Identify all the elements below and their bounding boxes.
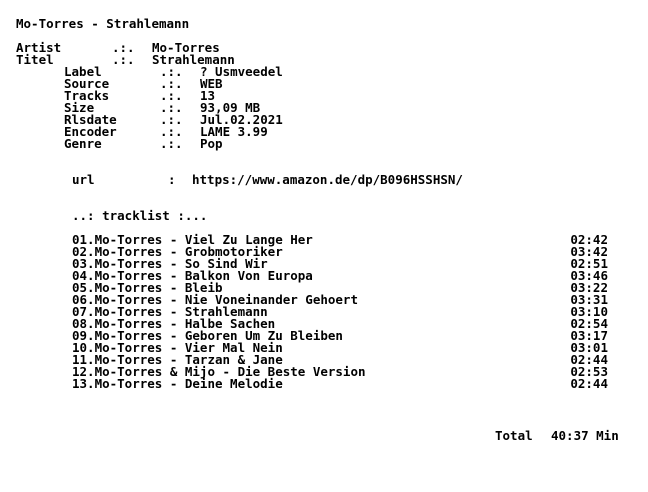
url-value: https://www.amazon.de/dp/B096HSSHSN/ — [192, 172, 463, 187]
detail-value: Jul.02.2021 — [200, 112, 283, 127]
detail-sep: .:. — [160, 112, 183, 127]
track-title: 08.Mo-Torres - Halbe Sachen — [72, 316, 276, 331]
detail-sep: .:. — [160, 64, 183, 79]
total-key: Total — [495, 428, 533, 443]
release-title: Mo-Torres - Strahlemann — [16, 16, 190, 31]
spacer — [16, 186, 646, 198]
detail-key: Size — [64, 100, 95, 115]
track-title: 11.Mo-Torres - Tarzan & Jane — [72, 352, 283, 367]
track-title: 03.Mo-Torres - So Sind Wir — [72, 256, 268, 271]
track-duration: 03:10 — [570, 304, 608, 319]
spacer — [16, 150, 646, 162]
header-key: Titel — [16, 52, 54, 67]
url-row — [16, 174, 646, 186]
detail-value: ? Usmveedel — [200, 64, 283, 79]
track-title: 02.Mo-Torres - Grobmotoriker — [72, 244, 283, 259]
track-title: 13.Mo-Torres - Deine Melodie — [72, 376, 283, 391]
track-title: 04.Mo-Torres - Balkon Von Europa — [72, 268, 313, 283]
tracklist-heading: ..: tracklist :... — [72, 208, 208, 223]
detail-sep: .:. — [160, 124, 183, 139]
detail-sep: .:. — [160, 100, 183, 115]
detail-key: Rlsdate — [64, 112, 117, 127]
header-key: Artist — [16, 40, 62, 55]
track-duration: 03:22 — [570, 280, 608, 295]
track-title: 06.Mo-Torres - Nie Voneinander Gehoert — [72, 292, 358, 307]
track-row — [16, 378, 608, 390]
url-key: url — [72, 172, 95, 187]
track-duration: 02:53 — [570, 364, 608, 379]
detail-row-encoder — [16, 126, 646, 138]
detail-key: Tracks — [64, 88, 110, 103]
track-duration: 02:51 — [570, 256, 608, 271]
track-title: 12.Mo-Torres & Mijo - Die Beste Version — [72, 364, 366, 379]
track-duration: 03:46 — [570, 268, 608, 283]
detail-value: WEB — [200, 76, 223, 91]
track-title: 07.Mo-Torres - Strahlemann — [72, 304, 268, 319]
detail-row-tracks — [16, 90, 646, 102]
track-duration: 02:54 — [570, 316, 608, 331]
track-title: 09.Mo-Torres - Geboren Um Zu Bleiben — [72, 328, 343, 343]
detail-sep: .:. — [160, 88, 183, 103]
header-value: Mo-Torres — [152, 40, 220, 55]
detail-value: 13 — [200, 88, 216, 103]
url-sep: : — [168, 172, 176, 187]
track-duration: 03:31 — [570, 292, 608, 307]
detail-key: Genre — [64, 136, 102, 151]
detail-row-source — [16, 78, 646, 90]
detail-key: Label — [64, 64, 102, 79]
detail-value: LAME 3.99 — [200, 124, 268, 139]
track-duration: 02:42 — [570, 232, 608, 247]
detail-key: Source — [64, 76, 110, 91]
detail-row-label — [16, 66, 646, 78]
detail-value: Pop — [200, 136, 223, 151]
track-duration: 03:01 — [570, 340, 608, 355]
track-title: 05.Mo-Torres - Bleib — [72, 280, 223, 295]
spacer — [16, 30, 646, 42]
header-sep: .:. — [112, 40, 135, 55]
track-duration: 02:44 — [570, 352, 608, 367]
header-sep: .:. — [112, 52, 135, 67]
header-row-titel — [16, 54, 646, 66]
track-title: 10.Mo-Torres - Vier Mal Nein — [72, 340, 283, 355]
header-row-artist — [16, 42, 646, 54]
total-duration — [495, 430, 619, 442]
total-value: 40:37 Min — [551, 428, 619, 443]
track-title: 01.Mo-Torres - Viel Zu Lange Her — [72, 232, 313, 247]
tracklist — [16, 234, 646, 390]
detail-value: 93,09 MB — [200, 100, 261, 115]
detail-sep: .:. — [160, 76, 183, 91]
nfo-document — [16, 18, 646, 390]
track-duration: 02:44 — [570, 376, 608, 391]
track-duration: 03:17 — [570, 328, 608, 343]
detail-row-genre — [16, 138, 646, 150]
header-value: Strahlemann — [152, 52, 235, 67]
detail-sep: .:. — [160, 136, 183, 151]
track-duration: 03:42 — [570, 244, 608, 259]
detail-key: Encoder — [64, 124, 117, 139]
